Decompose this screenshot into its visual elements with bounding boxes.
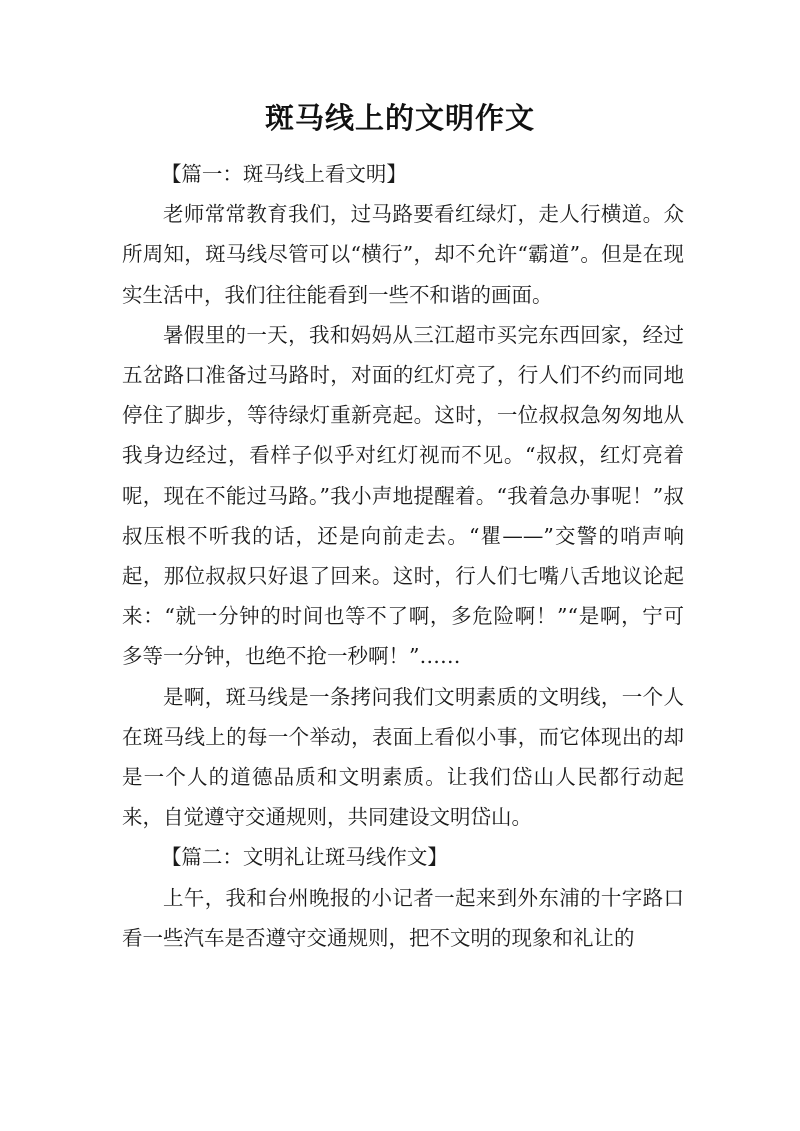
paragraph: 是啊，斑马线是一条拷问我们文明素质的文明线，一个人在斑马线上的每一个举动，表面上看似小事，而它体现出的却是一个人的道德品质和文明素质。让我们岱山人民都行动起来，自觉遵守交通规则，共同建设文明岱山。 [122,684,684,830]
paragraph: 老师常常教育我们，过马路要看红绿灯，走人行横道。众所周知，斑马线尽管可以“横行”，却不允许“霸道”。但是在现实生活中，我们往往能看到一些不和谐的画面。 [122,202,684,307]
section-heading: 【篇一：斑马线上看文明】 [160,162,407,186]
section-heading: 【篇二：文明礼让斑马线作文】 [160,845,448,870]
paragraph: 暑假里的一天，我和妈妈从三江超市买完东西回家，经过五岔路口准备过马路时，对面的红灯亮了，行人们不约而同地停住了脚步，等待绿灯重新亮起。这时，一位叔叔急匆匆地从我身边经过，看样子似乎对红灯视而不见。“叔叔，红灯亮着呢，现在不能过马路。”我小声地提醒着。“我着急办事呢！”叔叔压根不听我的话，还是向前走去。“瞿——”交警的哨声响起，那位叔叔只好退了回来。这时，行人们七嘴八舌地议论起来：“就一分钟的时间也等不了啊，多危险啊！”“是啊，宁可多等一分钟，也绝不抢一秒啊！”…… [122,322,684,669]
document-title: 斑马线上的文明作文 [264,101,535,135]
document-body [122,154,684,958]
paragraph: 上午，我和台州晚报的小记者一起来到外东浦的十字路口看一些汽车是否遵守交通规则，把不文明的现象和礼让的 [122,885,684,950]
